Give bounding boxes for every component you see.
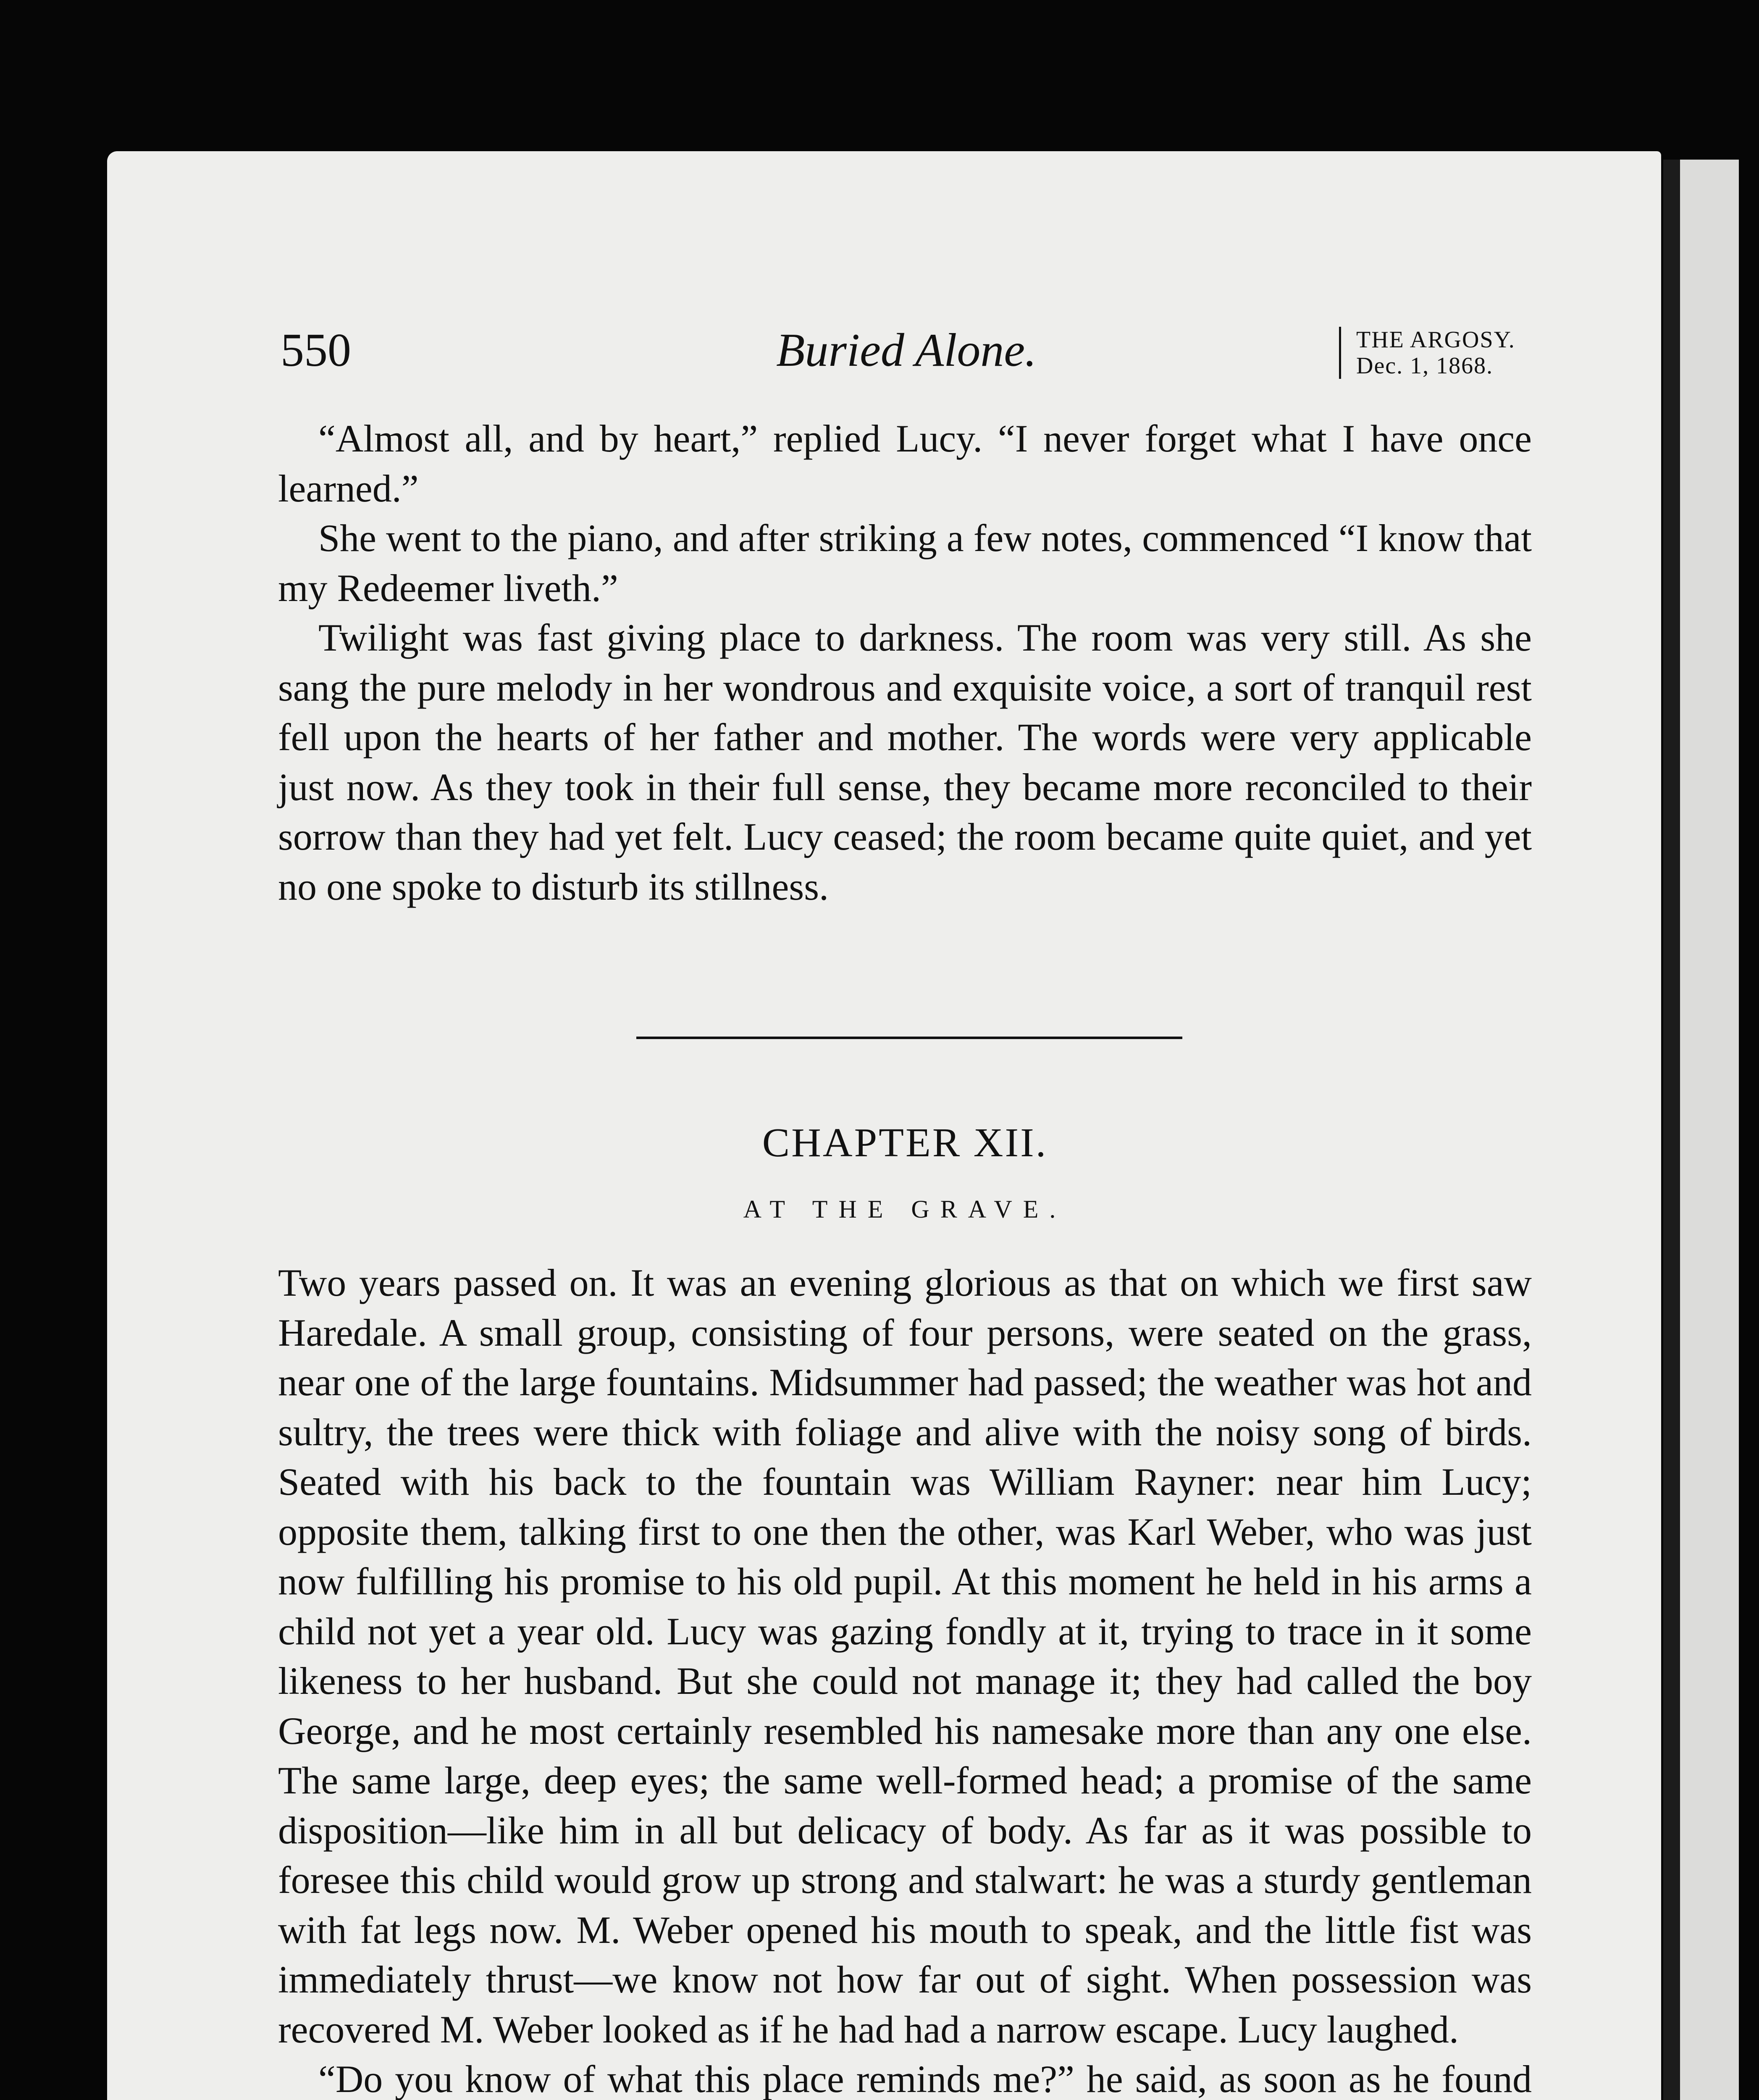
paragraph: “Do you know of what this place reminds me?” he said, as soon as he found [318, 2058, 1532, 2100]
running-title: Buried Alone. [776, 324, 1037, 376]
text-section-chapter-xii [278, 1258, 1532, 2100]
paragraph: Twilight was fast giving place to darkness. The room was very still. As she sang the pure melody in her wondrous and exquisite voice, a sort of tranquil rest fell upon the hearts of her father and mother. The words were very applicable just now. As they took in their full sense, they became more reconciled to their sorrow than they had yet felt. Lucy ceased; the room became quite quiet, and yet no one spoke to disturb its stillness. [278, 616, 1532, 908]
section-divider-rule [636, 1037, 1182, 1039]
page-header [281, 323, 1541, 399]
paragraph: “Almost all, and by heart,” replied Lucy. “I never forget what I have once learned.” [278, 417, 1532, 510]
adjacent-page-edge [1680, 160, 1739, 2100]
page-gutter [1663, 160, 1680, 2100]
issue-publication: THE ARGOSY. [1356, 327, 1515, 353]
paragraph: Two years passed on. It was an evening glorious as that on which we first saw Haredale. A small group, consisting of four persons, were seated on the grass, near one of the large fountains. Midsummer had passed; the weather was hot and sultry, the trees were thick with foliage and alive with the noisy song of birds. Seated with his back to the fountain was William Rayner: near him Lucy; opposite them, talking first to one then the other, was Karl Weber, who was just now fulfilling his promise to his old pupil. At this moment he held in his arms a child not yet a year old. Lucy was gazing fondly at it, trying to trace in it some likeness to her husband. But she could not manage it; they had called the boy George, and he most certainly resembled his namesake more than any one else. The same large, deep eyes; the same well-formed head; a promise of the same disposition—like him in all but delicacy of body. As far as it was possible to foresee this child would grow up strong and stalwart: he was a sturdy gentleman with fat legs now. M. Weber opened his mouth to speak, and the little fist was immediately thrust—we know not how far out of sight. When possession was recovered M. Weber looked as if he had had a narrow escape. Lucy laughed. [278, 1261, 1532, 2051]
page-number: 550 [281, 324, 351, 376]
paragraph: She went to the piano, and after striking a few notes, commenced “I know that my Redeemer liveth.” [278, 517, 1532, 609]
issue-date: Dec. 1, 1868. [1356, 353, 1494, 379]
chapter-subtitle: AT THE GRAVE. [743, 1195, 1067, 1223]
text-section-previous-chapter [278, 414, 1532, 911]
chapter-title: CHAPTER XII. [762, 1120, 1048, 1166]
issue-info [1339, 327, 1515, 379]
